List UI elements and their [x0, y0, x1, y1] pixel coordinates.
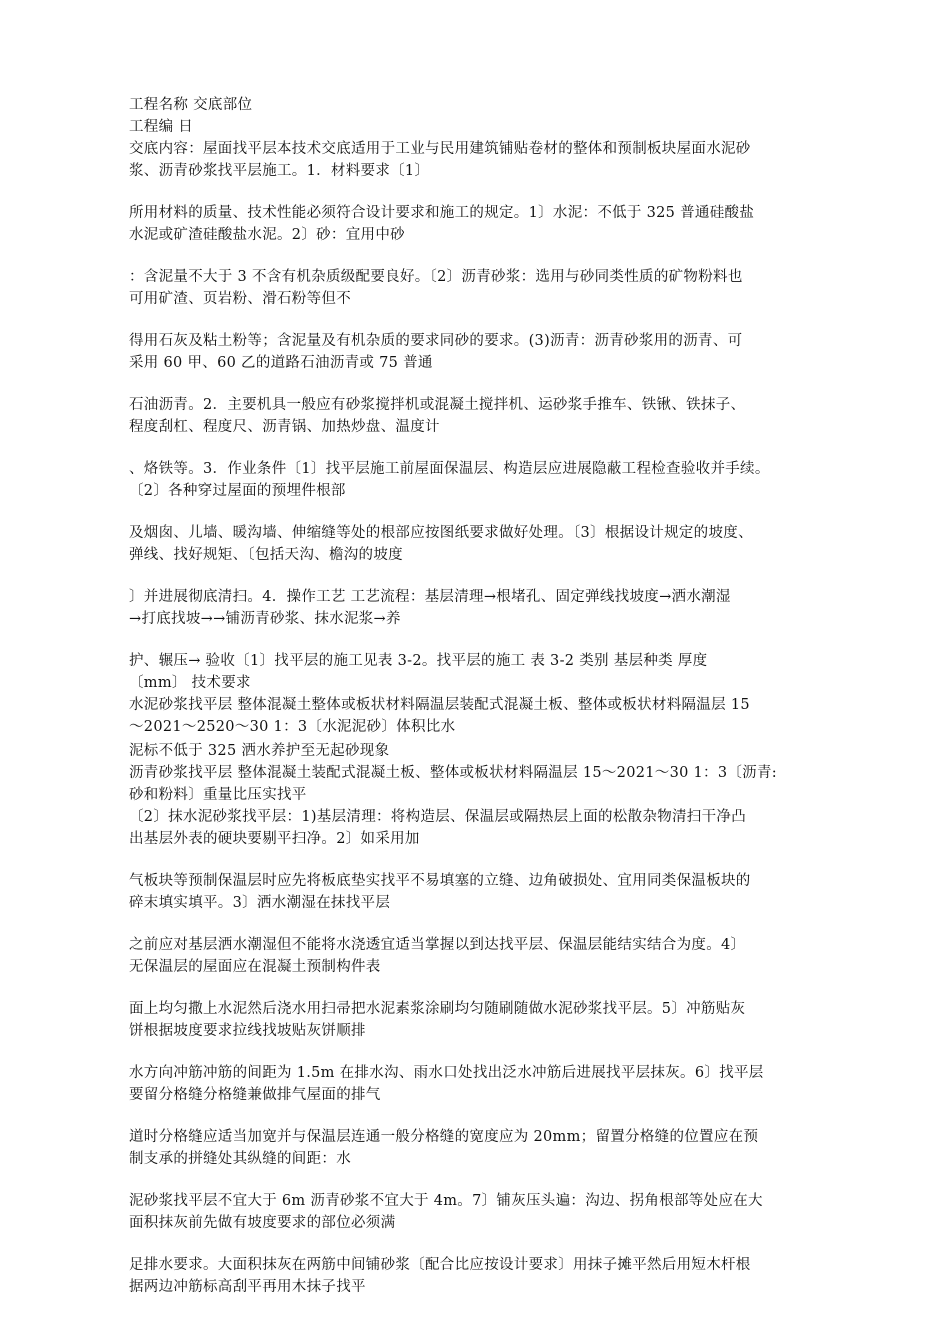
header-project-name: 工程名称 交底部位: [129, 97, 253, 113]
text-line: 面上均匀撒上水泥然后浇水用扫帚把水泥素浆涂刷均匀随刷随做水泥砂浆找平层。5〕冲筋贴灰: [129, 1001, 746, 1017]
text-line: 石油沥青。2．主要机具一般应有砂浆搅拌机或混凝土搅拌机、运砂浆手推车、铁锹、铁抹子、: [129, 397, 746, 413]
text-line: 水方向冲筋冲筋的间距为 1.5m 在排水沟、雨水口处找出泛水冲筋后进展找平层抹灰。6〕找平层: [129, 1065, 764, 1081]
paragraph: [129, 138, 832, 182]
text-line: 程度刮杠、程度尺、沥青锅、加热炒盘、温度计: [129, 419, 440, 435]
text-line: 泥标不低于 325 洒水养护至无起砂现象: [129, 743, 390, 759]
text-line: 足排水要求。大面积抹灰在两筋中间铺砂浆〔配合比应按设计要求〕用抹子摊平然后用短木杆根: [129, 1257, 751, 1273]
text-line: 砂和粉料〕重量比压实找平: [129, 787, 307, 803]
text-line: 交底内容：屋面找平层本技术交底适用于工业与民用建筑铺贴卷材的整体和预制板块屋面水泥砂: [129, 141, 751, 157]
text-line: 泥砂浆找平层不宜大于 6m 沥青砂浆不宜大于 4m。7〕铺灰压头遍：沟边、拐角根部等处应在大: [129, 1193, 763, 1209]
paragraph: [129, 870, 832, 914]
paragraph: [129, 740, 832, 850]
text-line: ～2021～2520～30 1：3〔水泥泥砂〕体积比水: [129, 719, 456, 735]
document-body: [129, 138, 832, 1298]
text-line: 气板块等预制保温层时应先将板底垫实找平不易填塞的立缝、边角破损处、宜用同类保温板块的: [129, 873, 751, 889]
text-line: 可用矿渣、页岩粉、滑石粉等但不: [129, 291, 351, 307]
text-line: 浆、沥青砂浆找平层施工。1．材料要求〔1〕: [129, 163, 430, 179]
paragraph: [129, 1190, 832, 1234]
text-line: 〔2〕抹水泥砂浆找平层：1)基层清理：将构造层、保温层或隔热层上面的松散杂物清扫干净凸: [129, 809, 747, 825]
text-line: 面积抹灰前先做有坡度要求的部位必须满: [129, 1215, 396, 1231]
text-line: 无保温层的屋面应在混凝土预制构件表: [129, 959, 381, 975]
paragraph: [129, 202, 832, 246]
text-line: 道时分格缝应适当加宽并与保温层连通一般分格缝的宽度应为 20mm；留置分格缝的位置应在预: [129, 1129, 759, 1145]
text-line: ：含泥量不大于 3 不含有机杂质级配要良好。〔2〕沥青砂浆：选用与砂同类性质的矿物粉料也: [129, 269, 743, 285]
paragraph: [129, 934, 832, 978]
text-line: 制支承的拼缝处其纵缝的间距：水: [129, 1151, 351, 1167]
text-line: 〔2〕各种穿过屋面的预埋件根部: [129, 483, 346, 499]
text-line: 弹线、找好规矩、〔包括天沟、檐沟的坡度: [129, 547, 403, 563]
paragraph: [129, 522, 832, 566]
text-line: 水泥砂浆找平层 整体混凝土整体或板状材料隔温层装配式混凝土板、整体或板状材料隔温层 15: [129, 697, 750, 713]
paragraph: [129, 394, 832, 438]
text-line: 碎末填实填平。3〕洒水潮湿在抹找平层: [129, 895, 391, 911]
text-line: 〕并进展彻底清扫。4．操作工艺 工艺流程：基层清理→根堵孔、固定弹线找坡度→洒水潮湿: [129, 589, 731, 605]
text-line: 采用 60 甲、60 乙的道路石油沥青或 75 普通: [129, 355, 433, 371]
paragraph: [129, 1254, 832, 1298]
paragraph: [129, 1062, 832, 1106]
paragraph: [129, 998, 832, 1042]
text-line: 据两边冲筋标高刮平再用木抹子找平: [129, 1279, 366, 1295]
paragraph: [129, 330, 832, 374]
text-line: 出基层外表的硬块要剔平扫净。2〕如采用加: [129, 831, 420, 847]
text-line: 及烟囱、儿墙、暖沟墙、伸缩缝等处的根部应按图纸要求做好处理。〔3〕根据设计规定的坡度、: [129, 525, 753, 541]
paragraph: [129, 586, 832, 630]
text-line: 所用材料的质量、技术性能必须符合设计要求和施工的规定。1〕水泥：不低于 325 普通硅酸盐: [129, 205, 755, 221]
text-line: 沥青砂浆找平层 整体混凝土装配式混凝土板、整体或板状材料隔温层 15～2021～30 1：3〔沥青:: [129, 765, 777, 781]
text-line: 得用石灰及粘土粉等；含泥量及有机杂质的要求同砂的要求。(3)沥青：沥青砂浆用的沥青、可: [129, 333, 743, 349]
text-line: 护、辗压→ 验收〔1〕找平层的施工见表 3-2。找平层的施工 表 3-2 类别 基层种类 厚度: [129, 653, 708, 669]
text-line: →打底找坡→→铺沥青砂浆、抹水泥浆→养: [129, 611, 401, 627]
paragraph: [129, 1126, 832, 1170]
paragraph: [129, 266, 832, 310]
paragraph: [129, 458, 832, 502]
text-line: 〔mm〕 技术要求: [129, 675, 251, 691]
paragraph: [129, 650, 832, 738]
text-line: 饼根据坡度要求拉线找坡贴灰饼顺排: [129, 1023, 366, 1039]
text-line: 水泥或矿渣硅酸盐水泥。2〕砂：宜用中砂: [129, 227, 405, 243]
text-line: 之前应对基层洒水潮湿但不能将水浇透宜适当掌握以到达找平层、保温层能结实结合为度。4〕: [129, 937, 746, 953]
text-line: 要留分格缝分格缝兼做排气屋面的排气: [129, 1087, 381, 1103]
text-line: 、烙铁等。3．作业条件〔1〕找平层施工前屋面保温层、构造层应进展隐蔽工程检查验收并手续。: [129, 461, 770, 477]
header-project-number: 工程编 日: [129, 119, 194, 135]
